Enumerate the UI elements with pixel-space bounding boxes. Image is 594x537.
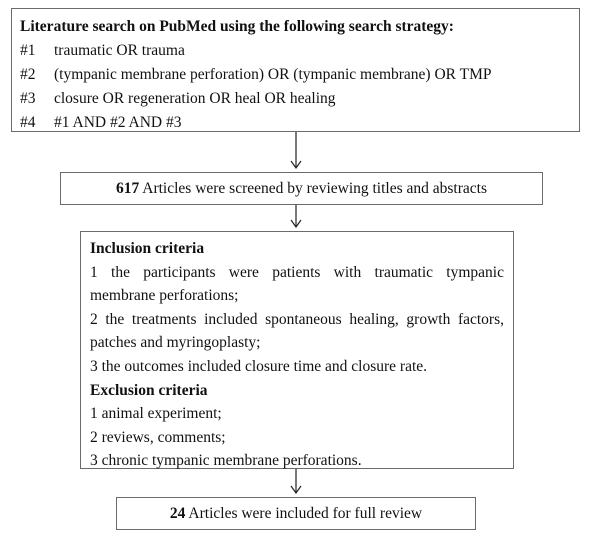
criteria-box	[80, 231, 514, 469]
screening-box	[60, 172, 543, 205]
search-line-number: #4	[20, 114, 36, 131]
search-line-number: #1	[20, 42, 36, 59]
screened-count: 617	[115, 180, 140, 197]
screening-text: Articles were screened by reviewing titles and abstracts	[139, 180, 487, 197]
search-line-text: closure OR regeneration OR heal OR healing	[54, 90, 336, 107]
search-line-text: traumatic OR trauma	[54, 42, 185, 59]
exclusion-criterion: 1 animal experiment;	[90, 405, 222, 423]
exclusion-criteria-heading: Exclusion criteria	[90, 381, 208, 399]
exclusion-criterion: 2 reviews, comments;	[90, 428, 226, 446]
search-line-text: (tympanic membrane perforation) OR (tympanic membrane) OR TMP	[54, 66, 492, 83]
inclusion-criteria-heading: Inclusion criteria	[90, 240, 205, 257]
inclusion-criterion: 2 the treatments included spontaneous healing, growth factors, patches and myringoplasty;	[90, 310, 504, 352]
final-review-text: Articles were included for full review	[185, 505, 423, 522]
exclusion-criterion: 3 chronic tympanic membrane perforations.	[90, 452, 362, 470]
search-line	[20, 111, 571, 135]
search-strategy-title: Literature search on PubMed using the following search strategy:	[20, 18, 454, 35]
search-line	[20, 87, 571, 111]
included-count: 24	[169, 505, 186, 522]
search-line	[20, 63, 571, 87]
search-line-number: #3	[20, 90, 36, 107]
search-line-number: #2	[20, 66, 36, 83]
final-review-box	[116, 497, 476, 530]
search-line	[20, 39, 571, 63]
search-strategy-box	[11, 8, 580, 132]
search-line-text: #1 AND #2 AND #3	[54, 114, 182, 131]
inclusion-criterion: 1 the participants were patients with traumatic tympanic membrane perforations;	[90, 263, 504, 305]
inclusion-criterion: 3 the outcomes included closure time and closure rate.	[90, 357, 428, 375]
